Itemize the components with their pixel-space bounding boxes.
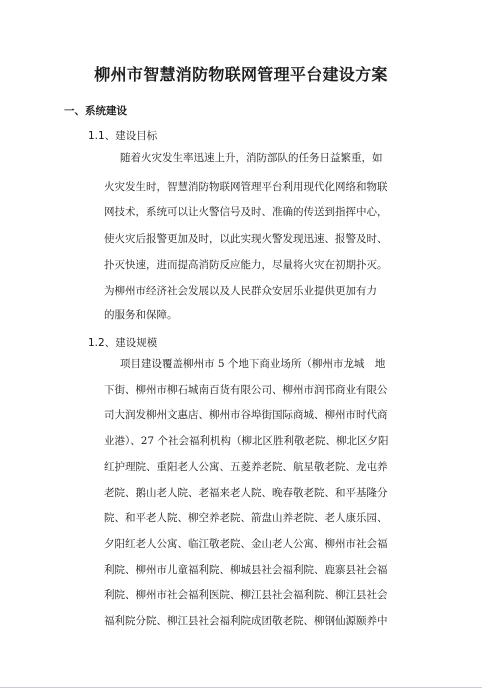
paragraph-line: 福利院分院、柳江县社会福利院成团敬老院、柳钢仙源颐养中	[104, 615, 388, 627]
paragraph-line: 火灾发生时，智慧消防物联网管理平台利用现代化网络和物联	[104, 181, 388, 193]
paragraph-line: 的服务和保障。	[104, 309, 178, 321]
paragraph-line: 业港）、27 个社会福利机构（柳北区胜利敬老院、柳北区夕阳	[104, 435, 389, 447]
paragraph-line: 下街、柳州市柳石城南百货有限公司、柳州市润邗商业有限公	[104, 384, 388, 396]
paragraph-line: 随着火灾发生率迅速上升，消防部队的任务日益繁重，如	[120, 152, 383, 164]
paragraph-line: 红护理院、重阳老人公寓、五菱养老院、航星敬老院、龙屯养	[104, 461, 388, 473]
document-title: 柳州市智慧消防物联网管理平台建设方案	[94, 65, 388, 84]
subsection-heading-goals: 1.1、建设目标	[88, 130, 158, 142]
section-heading: 一、系统建设	[64, 105, 127, 117]
paragraph-line: 利院、柳州市社会福利医院、柳江县社会福利院、柳江县社会	[104, 589, 388, 601]
paragraph-line: 利院、柳州市儿童福利院、柳城县社会福利院、鹿寨县社会福	[104, 564, 388, 576]
paragraph-line: 扑灭快速，进而提高消防反应能力，尽量将火灾在初期扑灭。	[104, 259, 388, 271]
paragraph-line: 夕阳红老人公寓、临江敬老院、金山老人公寓、柳州市社会福	[104, 538, 388, 550]
subsection-heading-scale: 1.2、建设规模	[88, 337, 158, 349]
paragraph-line: 老院、鹅山老人院、老福来老人院、晚春敬老院、和平基隆分	[104, 487, 388, 499]
paragraph-line: 为柳州市经济社会发展以及人民群众安居乐业提供更加有力	[104, 285, 377, 297]
paragraph-line: 司大润发柳州文惠店、柳州市谷埠街国际商城、柳州市时代商	[104, 409, 388, 421]
paragraph-line: 项目建设覆盖柳州市 5 个地下商业场所（柳州市龙城 地	[120, 358, 386, 370]
paragraph-line: 网技术，系统可以让火警信号及时、准确的传送到指挥中心，	[104, 206, 388, 218]
paragraph-line: 使火灾后报警更加及时，以此实现火警发现迅速、报警及时、	[104, 233, 388, 245]
paragraph-line: 院、和平老人院、柳空养老院、箭盘山养老院、老人康乐园、	[104, 512, 388, 524]
page-bottom-rule	[0, 687, 482, 688]
